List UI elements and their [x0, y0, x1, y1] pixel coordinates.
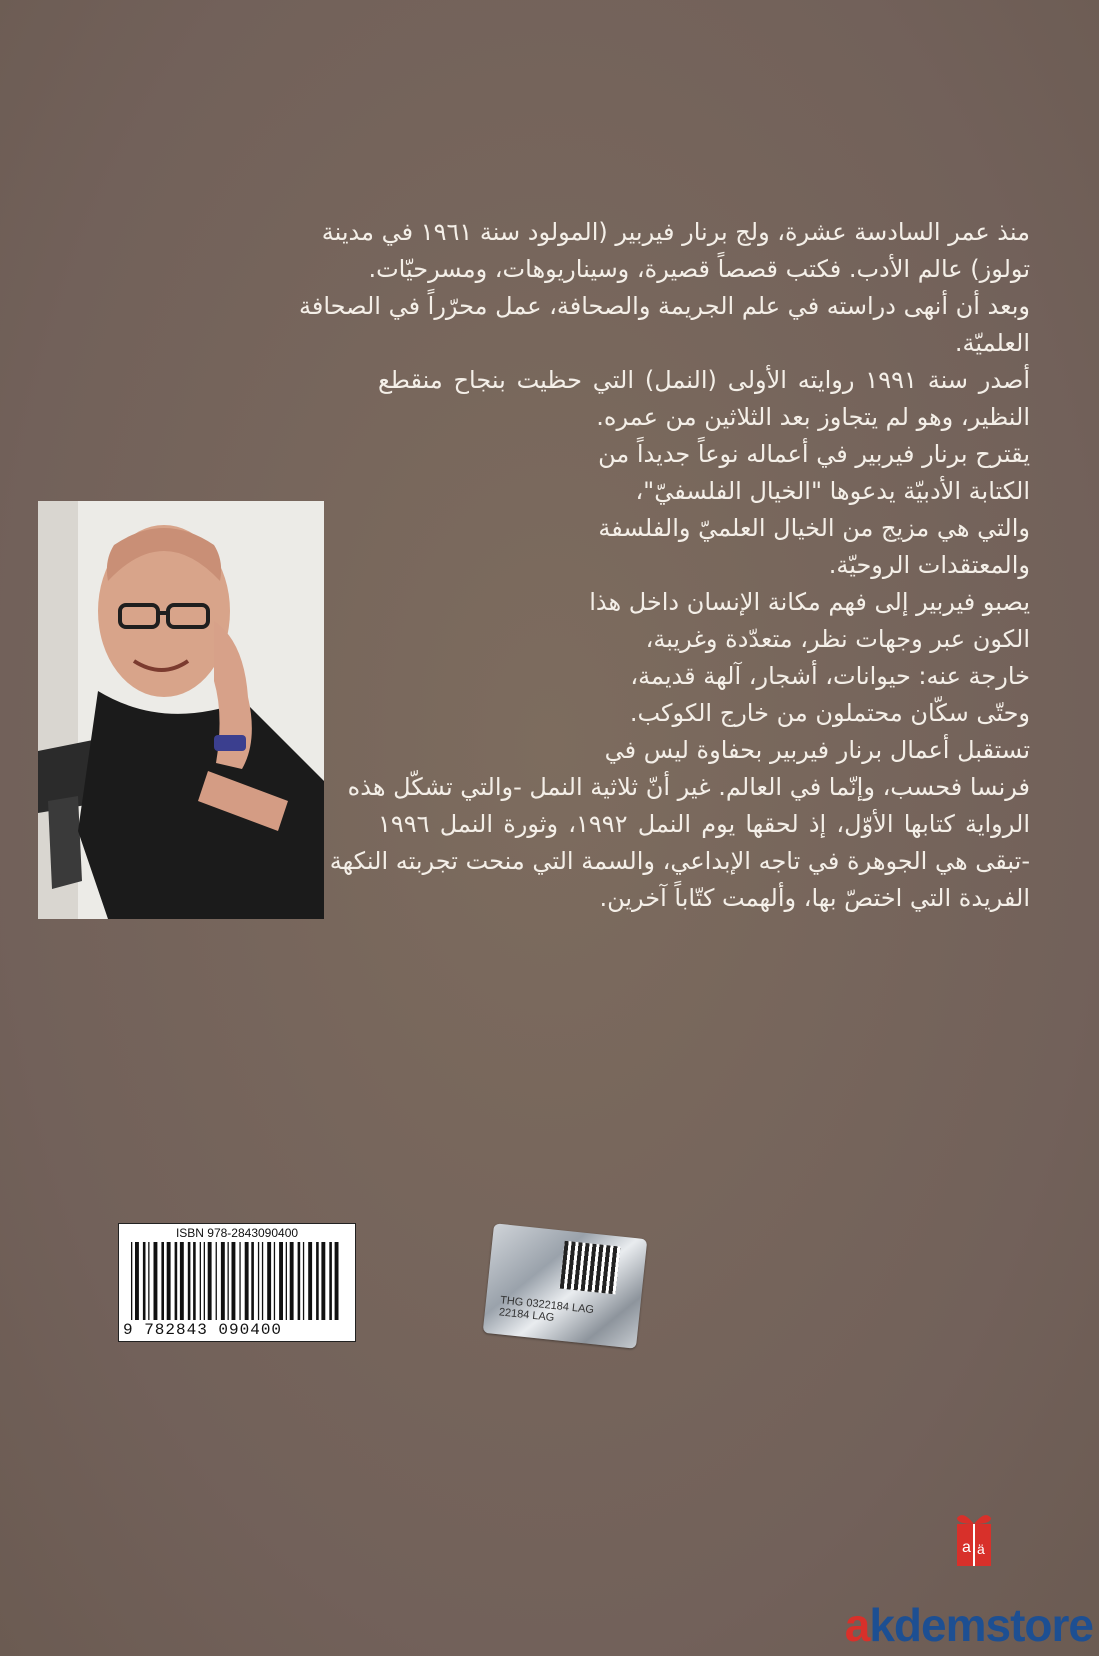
barcode-bar	[188, 1242, 191, 1320]
author-photo	[38, 501, 324, 919]
svg-text:ä: ä	[977, 1541, 985, 1557]
barcode-bar	[167, 1242, 171, 1320]
datamatrix-code	[560, 1241, 621, 1295]
barcode-bar	[204, 1242, 205, 1320]
store-name-prefix: a	[844, 1599, 870, 1651]
author-bio	[299, 214, 1031, 917]
bio-line: الرواية كتابها الأوّل، إذ لحقها يوم النمل ١٩٩٢، وثورة النمل ١٩٩٦	[378, 810, 1030, 838]
bio-line: يصبو فيربير إلى فهم مكانة الإنسان داخل هذا	[589, 588, 1030, 616]
bio-line: النظير، وهو لم يتجاوز بعد الثلاثين من عمره.	[596, 403, 1030, 431]
sticker-code	[498, 1294, 594, 1328]
sticker-line: THG	[499, 1294, 524, 1309]
bio-line: الفريدة التي اختصّ بها، وألهمت كتّاباً آخرين.	[599, 884, 1030, 912]
author-portrait-illustration	[38, 501, 324, 919]
sticker-line: 22184 LAG	[498, 1306, 555, 1325]
barcode-bar	[208, 1242, 212, 1320]
akdemstore-logo	[793, 1502, 1093, 1652]
book-gift-icon	[949, 1506, 999, 1576]
bio-line: العلميّة.	[954, 329, 1030, 357]
barcode-bar	[135, 1242, 139, 1320]
bio-line: وبعد أن أنهى دراسته في علم الجريمة والصحافة، عمل محرّراً في الصحافة	[299, 292, 1030, 320]
sticker-line: 0322184	[525, 1297, 570, 1314]
barcode-bars	[129, 1242, 345, 1320]
barcode-bar	[258, 1242, 259, 1320]
store-name-rest: kdemstore	[869, 1599, 1093, 1651]
bio-line: أصدر سنة ١٩٩١ روايته الأولى (النمل) التي حظيت بنجاح منقطع	[378, 366, 1031, 394]
sticker-line: LAG	[571, 1301, 595, 1317]
bio-line: الكون عبر وجهات نظر، متعدّدة وغريبة،	[645, 625, 1030, 653]
barcode-bar	[148, 1242, 149, 1320]
barcode-bar	[251, 1242, 254, 1320]
barcode-bar	[193, 1242, 196, 1320]
bio-line: تولوز) عالم الأدب. فكتب قصصاً قصيرة، وسيناريوهات، ومسرحيّات.	[368, 255, 1030, 283]
svg-text:a: a	[962, 1539, 971, 1556]
barcode-bar	[274, 1242, 275, 1320]
barcode-bar	[239, 1242, 240, 1320]
barcode-bar	[131, 1242, 132, 1320]
bio-line: وحتّى سكّان محتملون من خارج الكوكب.	[629, 699, 1030, 727]
barcode-bar	[298, 1242, 301, 1320]
bio-paragraph-3	[378, 436, 1030, 584]
bio-line: -تبقى هي الجوهرة في تاجه الإبداعي، والسمة التي منحت تجربته النكهة	[329, 847, 1030, 875]
bio-line: والمعتقدات الروحيّة.	[828, 551, 1030, 579]
bio-paragraph-2	[378, 362, 1030, 436]
hologram-sticker	[483, 1223, 648, 1348]
isbn-label: ISBN 978-2843090400	[175, 1226, 299, 1240]
barcode-bar	[161, 1242, 164, 1320]
bio-line: خارجة عنه: حيوانات، أشجار، آلهة قديمة،	[630, 662, 1030, 690]
barcode-bar	[143, 1242, 146, 1320]
barcode-bar	[180, 1242, 184, 1320]
barcode-bar	[221, 1242, 225, 1320]
barcode-bar	[329, 1242, 332, 1320]
barcode-bar	[154, 1242, 158, 1320]
store-name	[845, 1598, 1093, 1652]
barcode-bar	[303, 1242, 304, 1320]
barcode-bar	[245, 1242, 249, 1320]
bio-line: تستقبل أعمال برنار فيربير بحفاوة ليس في	[604, 736, 1030, 764]
bio-line: والتي هي مزيج من الخيال العلميّ والفلسفة	[598, 514, 1030, 542]
bio-wrap-block	[378, 399, 1030, 436]
bio-line: الكتابة الأدبيّة يدعوها "الخيال الفلسفيّ"،	[635, 477, 1030, 505]
barcode-bar	[290, 1242, 294, 1320]
barcode-bar	[286, 1242, 287, 1320]
bio-line: يقترح برنار فيربير في أعماله نوعاً جديداً من	[598, 440, 1030, 468]
barcode-bar	[200, 1242, 201, 1320]
barcode-bar	[267, 1242, 271, 1320]
barcode-digits: 9 782843 090400	[123, 1321, 283, 1339]
barcode-bar	[175, 1242, 178, 1320]
bio-line: فرنسا فحسب، وإنّما في العالم. غير أنّ ثلاثية النمل -والتي تشكّل هذه	[347, 773, 1030, 801]
bio-line: منذ عمر السادسة عشرة، ولج برنار فيربير (المولود سنة ١٩٦١ في مدينة	[321, 218, 1030, 246]
barcode-bar	[308, 1242, 312, 1320]
barcode-bar	[228, 1242, 229, 1320]
bio-paragraph-5	[329, 732, 1030, 917]
barcode-bar	[216, 1242, 217, 1320]
barcode-bar	[316, 1242, 319, 1320]
barcode-bar	[262, 1242, 263, 1320]
barcode-bar	[279, 1242, 283, 1320]
isbn-barcode	[118, 1223, 356, 1342]
bio-paragraph-1	[299, 214, 1030, 362]
barcode-bar	[232, 1242, 236, 1320]
bio-wrap-block	[378, 732, 1030, 769]
barcode-bar	[335, 1242, 339, 1320]
bio-paragraph-4	[378, 584, 1030, 732]
barcode-bar	[321, 1242, 325, 1320]
